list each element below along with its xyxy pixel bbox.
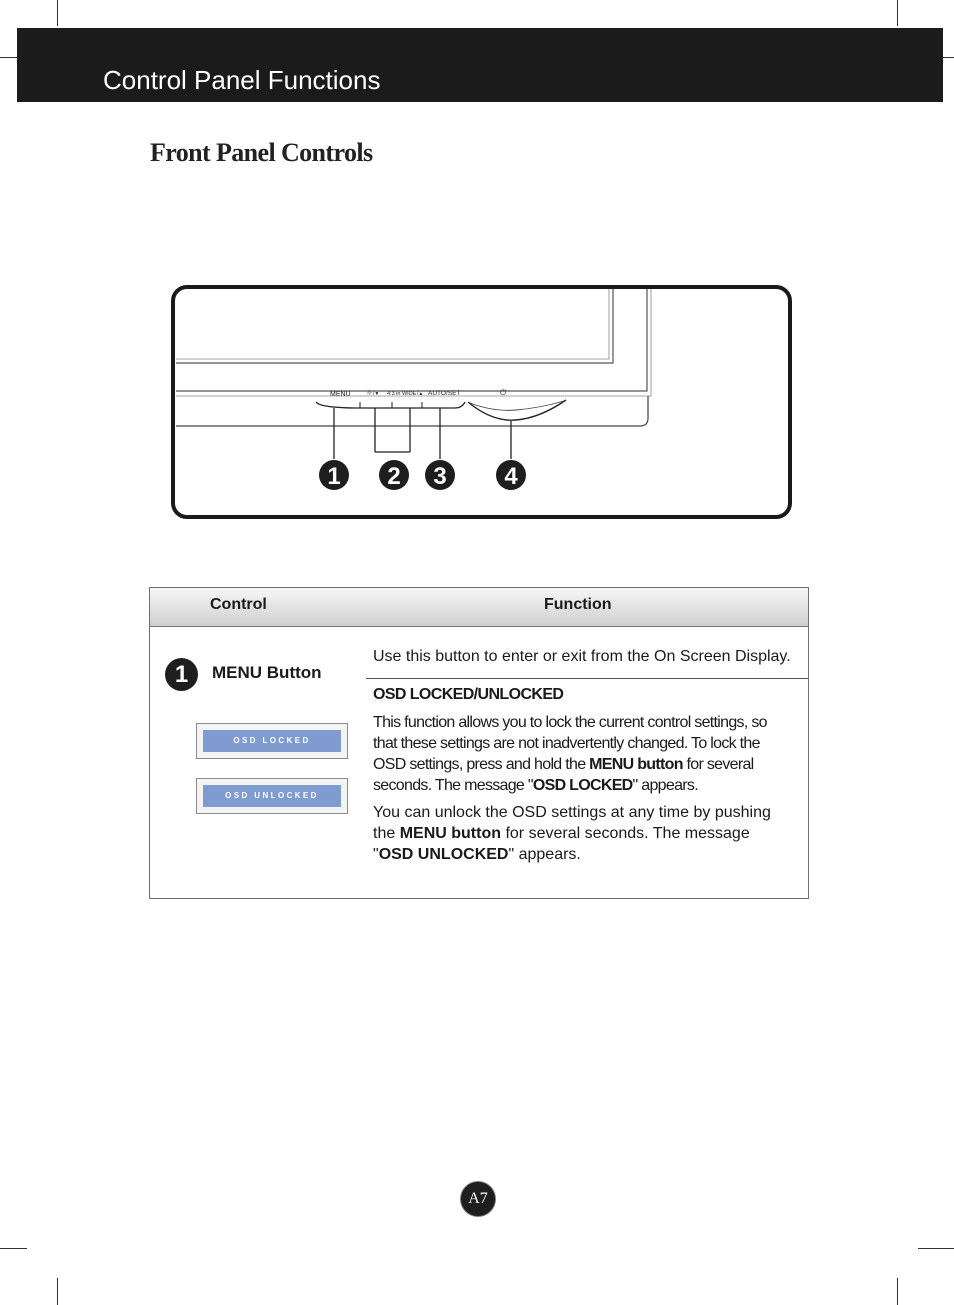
header-banner <box>17 28 943 102</box>
arrow-down-icon: /▼ <box>373 391 380 397</box>
osd-unlocked-text: OSD UNLOCKED <box>203 785 341 807</box>
osd-unlock-paragraph <box>373 802 793 865</box>
power-icon: ⏻ <box>500 388 507 397</box>
crop-mark <box>0 1248 27 1249</box>
crop-mark <box>918 1248 954 1249</box>
wide-label: 4:3 in WIDE <box>387 391 417 397</box>
text-run: for several seconds. The message " <box>373 825 750 863</box>
crop-mark <box>57 1278 58 1305</box>
menu-label: MENU <box>330 391 351 398</box>
bold-run: OSD UNLOCKED <box>378 846 509 863</box>
column-header-function: Function <box>544 596 612 613</box>
auto-set-label: AUTO/SET <box>428 390 461 397</box>
brightness-icon: ☼ <box>366 389 373 397</box>
crop-mark <box>943 57 954 58</box>
crop-mark <box>57 0 58 26</box>
bold-run: MENU button <box>399 825 501 842</box>
control-function-table <box>149 587 809 899</box>
text-run: for several seconds. The message " <box>373 756 754 794</box>
callout-2 <box>379 460 409 490</box>
row-number-badge: 1 <box>165 658 198 691</box>
text-run: " appears. <box>632 777 698 794</box>
callout-2-number: 2 <box>387 463 401 490</box>
callout-3 <box>425 460 455 490</box>
divider <box>366 678 808 679</box>
crop-mark <box>897 1278 898 1305</box>
bold-run: MENU button <box>589 756 683 773</box>
text-run: You can unlock the OSD settings at any time by pushing the <box>373 804 771 842</box>
crop-mark <box>897 0 898 26</box>
text-run: This function allows you to lock the current control settings, so that these settings are not inadvertently changed. To lock the OSD settings, press and hold the <box>373 714 767 773</box>
column-header-control: Control <box>210 596 267 613</box>
arrow-up-icon: /▲ <box>417 391 424 397</box>
osd-locked-text: OSD LOCKED <box>203 730 341 752</box>
control-name: MENU Button <box>212 663 322 682</box>
page-number: A7 <box>461 1182 495 1216</box>
page-title: Control Panel Functions <box>103 65 381 95</box>
monitor-bezel-illustration <box>170 284 794 520</box>
callout-1 <box>319 460 349 490</box>
callout-4 <box>496 460 526 490</box>
osd-locked-message <box>196 723 348 759</box>
front-panel-figure <box>170 284 794 520</box>
osd-unlocked-message <box>196 778 348 814</box>
callout-4-number: 4 <box>504 463 518 490</box>
text-run: " appears. <box>508 846 581 863</box>
callout-1-number: 1 <box>327 463 341 490</box>
function-description: Use this button to enter or exit from the On Screen Display. <box>373 648 791 665</box>
osd-lock-subheading: OSD LOCKED/UNLOCKED <box>373 686 564 703</box>
callout-3-number: 3 <box>433 463 447 490</box>
table-header <box>150 588 808 627</box>
crop-mark <box>0 57 17 58</box>
section-title: Front Panel Controls <box>150 138 373 167</box>
osd-lock-paragraph <box>373 712 793 796</box>
bold-run: OSD LOCKED <box>532 777 633 794</box>
